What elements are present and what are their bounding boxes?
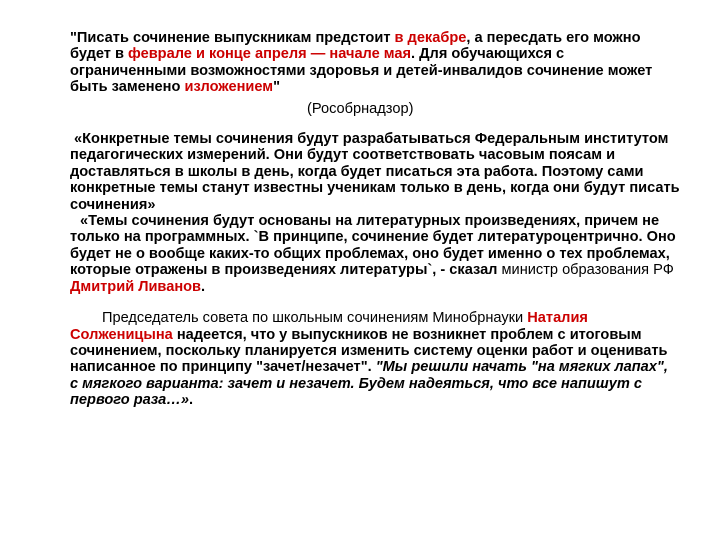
slide-text-box — [70, 30, 680, 409]
quote3-text-1: «Темы сочинения будут основаны на литературных произведениях, причем не только на программных. `В принципе, сочинение будет литературоцентрично. Оно будет не о вообще каких-то общих проблемах, оно будет именно о тех проблемах, которые отражены в произведениях литературы`, - сказал — [70, 213, 676, 279]
quote1-highlight-retake-dates: феврале и конце апреля — начале мая — [128, 46, 412, 63]
quote1-text-2: , а пересдать его можно будет в — [70, 30, 641, 63]
quote4-text-2: . — [189, 392, 194, 409]
paragraph-topics-fipi: «Конкретные темы сочинения будут разрабатываться Федеральным институтом педагогических измерений. Они будут соответствовать часовым поясам и доставляться в школы в день, когда будет писаться эта работа. Поэтому сами конкретные темы станут известны ученикам только в день, когда они будут писать сочинения» — [70, 131, 680, 213]
quote3-minister-title: министр образования РФ — [501, 262, 674, 279]
paragraph-rosobrnadzor-quote — [70, 30, 680, 96]
quote4-chair-name: Наталия Солженицына — [70, 310, 588, 343]
quote1-highlight-december: в декабре — [394, 30, 467, 46]
quote1-text-1: "Писать сочинение выпускникам предстоит — [70, 30, 395, 46]
paragraph-solzhenitsyna-quote — [70, 310, 680, 408]
spacer — [70, 117, 680, 131]
quote4-text-1: надеется, что у выпускников не возникнет проблем с итоговым сочинением, поскольку планируется изменить систему оценки работ и оценивать написанное по принципу "зачет/незачет". — [70, 326, 668, 376]
quote1-text-4: " — [273, 79, 281, 96]
spacer — [70, 295, 680, 310]
source-attribution: (Рособрнадзор) — [307, 100, 414, 117]
quote4-chair-title: Председатель совета по школьным сочинениям Минобрнауки — [102, 310, 528, 327]
quote3-minister-name: Дмитрий Ливанов — [70, 278, 202, 295]
quote1-highlight-izlozhenie: изложением — [184, 79, 274, 96]
quote1-text-3: . Для обучающихся с ограниченными возможностями здоровья и детей-инвалидов сочинение может быть заменено — [70, 46, 653, 96]
paragraph-livanov-quote — [70, 213, 680, 295]
quote3-text-2: . — [201, 278, 206, 295]
quote4-italic-quote: "Мы решили начать "на мягких лапах", с мягкого варианта: зачет и незачет. Будем надеяться, что все напишут с первого раза…» — [70, 359, 668, 409]
